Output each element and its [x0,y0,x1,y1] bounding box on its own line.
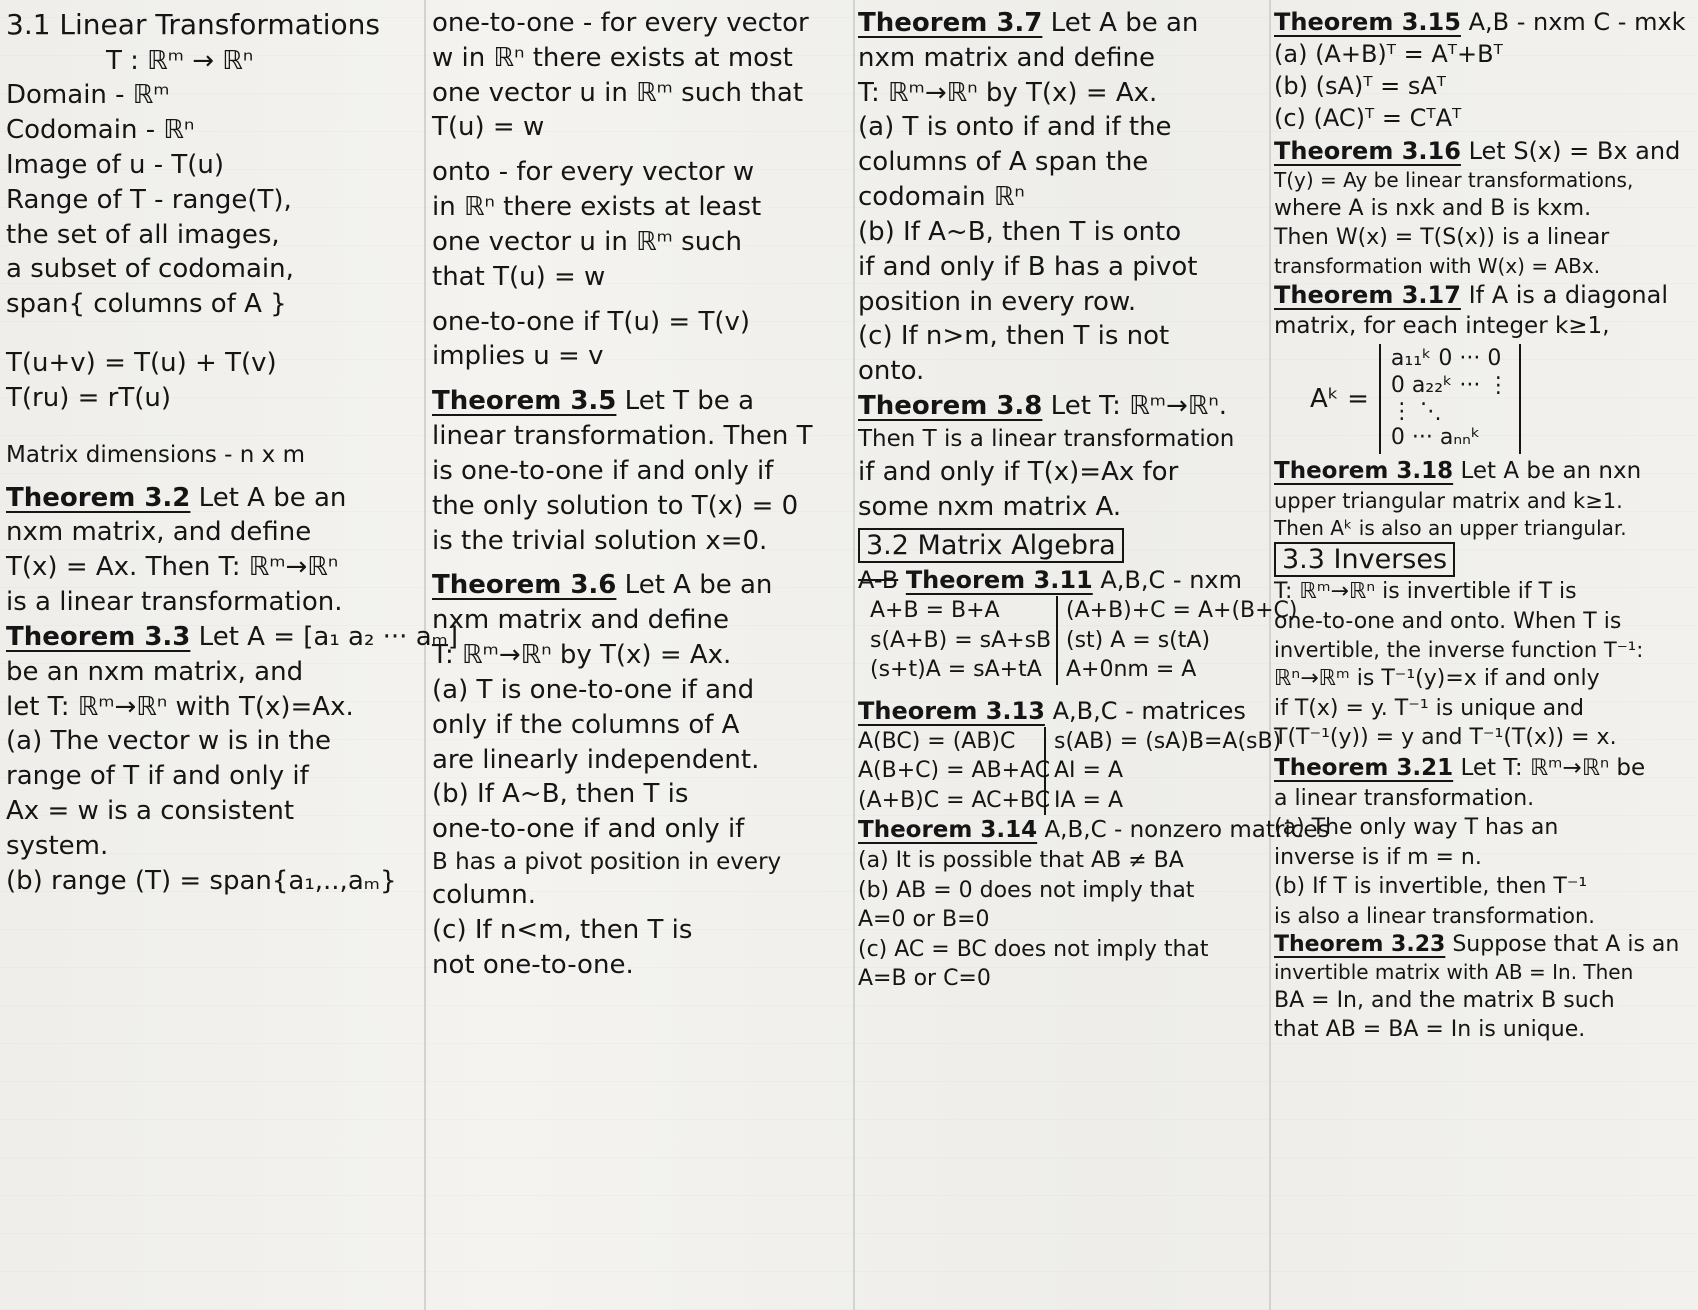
theorem-text: Let A be an nxn [1460,457,1642,484]
inverse-text: ℝⁿ→ℝᵐ is T⁻¹(y)=x if and only [1274,666,1600,692]
identity: (A+B)C = AC+BC [858,787,1051,813]
theorem-text: (a) It is possible that AB ≠ BA [858,848,1184,874]
definition-line: Range of T - range(T), [6,184,292,215]
theorem-text: (b) (sA)ᵀ = sAᵀ [1274,72,1446,101]
identity: s(A+B) = sA+sB [870,627,1052,653]
theorem-text: is also a linear transformation. [1274,903,1595,928]
theorem-text: that AB = BA = In is unique. [1274,1017,1586,1043]
definition-line: Image of u - T(u) [6,150,225,180]
column-divider [424,0,426,1310]
inverse-text: one-to-one and onto. When T is [1274,608,1622,634]
theorem-text: only if the columns of A [432,709,740,740]
theorem-3-11-identities [858,596,1298,684]
theorem-text: (a) The only way T has an [1274,815,1559,841]
theorem-text: nxm matrix and define [432,605,730,636]
identity: s(AB) = (sA)B=A(sB) [1054,728,1282,754]
theorem-text: Then T is a linear transformation [858,425,1235,452]
theorem-text: (c) If n<m, then T is [432,914,693,945]
identity: A(B+C) = AB+AC [858,758,1051,784]
column-4 [1274,6,1692,1304]
definition-line: Domain - ℝᵐ [6,80,170,111]
theorem-text: matrix, for each integer k≥1, [1274,313,1610,340]
theorem-3-16-heading: Theorem 3.16 [1274,136,1461,165]
theorem-3-15-heading: Theorem 3.15 [1274,8,1461,36]
column-1 [6,6,458,1304]
matrix-lhs: Aᵏ = [1310,383,1369,414]
theorem-text: BA = In, and the matrix B such [1274,987,1615,1013]
theorem-text: (b) If A~B, then T is onto [858,216,1182,247]
onto-definition: onto - for every vector w [432,157,755,188]
diagonal-matrix-power [1274,344,1692,454]
theorem-text: (b) AB = 0 does not imply that [858,877,1195,903]
theorem-text: Then W(x) = T(S(x)) is a linear [1274,225,1610,251]
theorem-3-14-heading: Theorem 3.14 [858,817,1038,844]
theorem-3-21-heading: Theorem 3.21 [1274,754,1454,781]
property-line: T(u+v) = T(u) + T(v) [6,348,277,379]
theorem-text: T: ℝᵐ→ℝⁿ by T(x) = Ax. [858,77,1158,108]
theorem-text: not one-to-one. [432,949,634,980]
theorem-text: (c) AC = BC does not imply that [858,936,1209,962]
mapping-notation: T : ℝᵐ → ℝⁿ [106,45,254,76]
theorem-text: B has a pivot position in every [432,849,782,876]
theorem-text: Let A = [a₁ a₂ ··· aₘ] [198,621,458,652]
identity: A(BC) = (AB)C [858,728,1016,754]
theorem-text: where A is nxk and B is kxm. [1274,195,1592,221]
theorem-text: if and only if T(x)=Ax for [858,456,1179,487]
identity: (st) A = s(tA) [1066,627,1211,653]
theorem-3-8-heading: Theorem 3.8 [858,391,1043,422]
onto-definition: one vector u in ℝᵐ such [432,226,742,257]
theorem-text: Suppose that A is an [1452,931,1680,957]
theorem-text: T(x) = Ax. Then T: ℝᵐ→ℝⁿ [6,552,339,583]
theorem-text: If A is a diagonal [1468,281,1669,310]
theorem-text: columns of A span the [858,147,1149,178]
section-title-3-3: 3.3 Inverses [1274,542,1455,577]
theorem-text: Let A be an [198,482,347,513]
theorem-text: column. [432,879,536,910]
theorem-text: one-to-one if and only if [432,814,745,845]
section-title-3-2: 3.2 Matrix Algebra [858,528,1124,563]
theorem-text: Let T: ℝᵐ→ℝⁿ. [1050,391,1227,422]
theorem-3-6-heading: Theorem 3.6 [432,570,617,601]
one-to-one-definition: one-to-one - for every vector [432,8,809,38]
theorem-3-13-identities [858,727,1282,815]
theorem-text: Let S(x) = Bx and [1468,136,1681,165]
matrix-bracket [1379,344,1521,454]
column-3 [858,6,1330,1304]
theorem-condition: A,B,C - nonzero matrices [1044,817,1330,844]
column-divider [853,0,855,1310]
theorem-text: the only solution to T(x) = 0 [432,490,799,521]
theorem-text: Let A be an [1050,8,1199,38]
theorem-text: Then Aᵏ is also an upper triangular. [1274,515,1627,540]
one-to-one-implication: implies u = v [432,341,604,372]
inverse-text: invertible, the inverse function T⁻¹: [1274,638,1644,663]
theorem-text: Let T: ℝᵐ→ℝⁿ be [1460,754,1646,781]
theorem-text: nxm matrix and define [858,42,1156,73]
onto-definition: that T(u) = w [432,261,606,292]
identity: A+B = B+A [870,598,1000,624]
definition-line: Codomain - ℝⁿ [6,115,195,146]
theorem-text: Let T be a [624,386,754,417]
theorem-text: onto. [858,356,925,387]
theorem-text: codomain ℝⁿ [858,182,1025,213]
theorem-text: T(y) = Ay be linear transformations, [1274,167,1634,192]
theorem-text: (b) range (T) = span{a₁,..,aₘ} [6,865,397,896]
matrix-row: 0 a₂₂ᵏ ··· ⋮ [1390,372,1510,398]
theorem-3-2-heading: Theorem 3.2 [6,482,191,513]
theorem-text: invertible matrix with AB = In. Then [1274,960,1634,985]
theorem-text: A=0 or B=0 [858,907,990,933]
theorem-text: is a linear transformation. [6,587,343,618]
definition-line: the set of all images, [6,219,280,250]
matrix-row: a₁₁ᵏ 0 ··· 0 [1390,346,1502,372]
matrix-row: 0 ··· aₙₙᵏ [1390,425,1481,451]
column-2 [432,6,852,1304]
theorem-text: linear transformation. Then T [432,421,813,452]
definition-line: span{ columns of A } [6,289,287,320]
theorem-text: (b) If A~B, then T is [432,779,689,810]
identity: A+0nm = A [1066,657,1197,683]
inverse-text: T: ℝᵐ→ℝⁿ is invertible if T is [1274,579,1577,605]
theorem-text: (a) The vector w is in the [6,726,332,757]
theorem-3-23-heading: Theorem 3.23 [1274,931,1446,957]
one-to-one-implication: one-to-one if T(u) = T(v) [432,306,751,337]
one-to-one-definition: one vector u in ℝᵐ such that [432,77,804,108]
theorem-text: A=B or C=0 [858,966,991,992]
crossed-out-text: A-B [858,566,899,595]
theorem-text: Ax = w is a consistent [6,796,295,827]
theorem-text: (c) If n>m, then T is not [858,321,1170,352]
theorem-text: T: ℝᵐ→ℝⁿ by T(x) = Ax. [432,640,732,671]
theorem-text: transformation with W(x) = ABx. [1274,253,1601,278]
inverse-text: if T(x) = y. T⁻¹ is unique and [1274,695,1585,721]
section-title-3-1: 3.1 Linear Transformations [6,8,381,41]
theorem-condition: A,B,C - nxm [1100,566,1242,595]
theorem-text: let T: ℝᵐ→ℝⁿ with T(x)=Ax. [6,691,354,722]
inverse-text: T(T⁻¹(y)) = y and T⁻¹(T(x)) = x. [1274,725,1617,751]
property-line: T(ru) = rT(u) [6,382,171,413]
theorem-3-11-heading: Theorem 3.11 [905,566,1093,595]
theorem-text: system. [6,830,109,861]
theorem-text: be an nxm matrix, and [6,656,304,687]
theorem-3-18-heading: Theorem 3.18 [1274,457,1454,484]
matrix-row: ⋮ ⋱ [1390,399,1442,425]
theorem-text: range of T if and only if [6,761,309,792]
matrix-dimensions: Matrix dimensions - n x m [6,441,305,468]
theorem-condition: A,B - nxm C - mxk [1468,8,1686,36]
theorem-text: (b) If T is invertible, then T⁻¹ [1274,874,1588,900]
theorem-text: (a) (A+B)ᵀ = Aᵀ+Bᵀ [1274,40,1503,69]
theorem-text: (a) T is one-to-one if and [432,674,755,705]
theorem-text: (c) (AC)ᵀ = CᵀAᵀ [1274,104,1462,133]
theorem-text: is the trivial solution x=0. [432,525,768,556]
theorem-text: (a) T is onto if and if the [858,112,1172,143]
identity: AI = A [1054,758,1124,784]
theorem-text: a linear transformation. [1274,785,1535,811]
theorem-text: are linearly independent. [432,744,760,775]
one-to-one-definition: T(u) = w [432,112,545,143]
theorem-text: position in every row. [858,286,1137,317]
theorem-3-7-heading: Theorem 3.7 [858,8,1043,38]
theorem-text: Let A be an [624,570,773,601]
identity: IA = A [1054,787,1124,813]
theorem-3-13-heading: Theorem 3.13 [858,696,1045,725]
identity: (s+t)A = sA+tA [870,657,1042,683]
theorem-text: inverse is if m = n. [1274,844,1482,870]
theorem-text: upper triangular matrix and k≥1. [1274,488,1623,513]
theorem-3-5-heading: Theorem 3.5 [432,386,617,417]
theorem-condition: A,B,C - matrices [1052,696,1246,725]
identity: (A+B)+C = A+(B+C) [1066,598,1298,624]
theorem-3-17-heading: Theorem 3.17 [1274,281,1461,310]
theorem-text: some nxm matrix A. [858,491,1122,522]
theorem-text: is one-to-one if and only if [432,455,774,486]
theorem-text: nxm matrix, and define [6,517,312,548]
onto-definition: in ℝⁿ there exists at least [432,192,762,223]
one-to-one-definition: w in ℝⁿ there exists at most [432,42,793,73]
theorem-text: if and only if B has a pivot [858,251,1198,282]
definition-line: a subset of codomain, [6,254,294,285]
theorem-3-3-heading: Theorem 3.3 [6,621,191,652]
